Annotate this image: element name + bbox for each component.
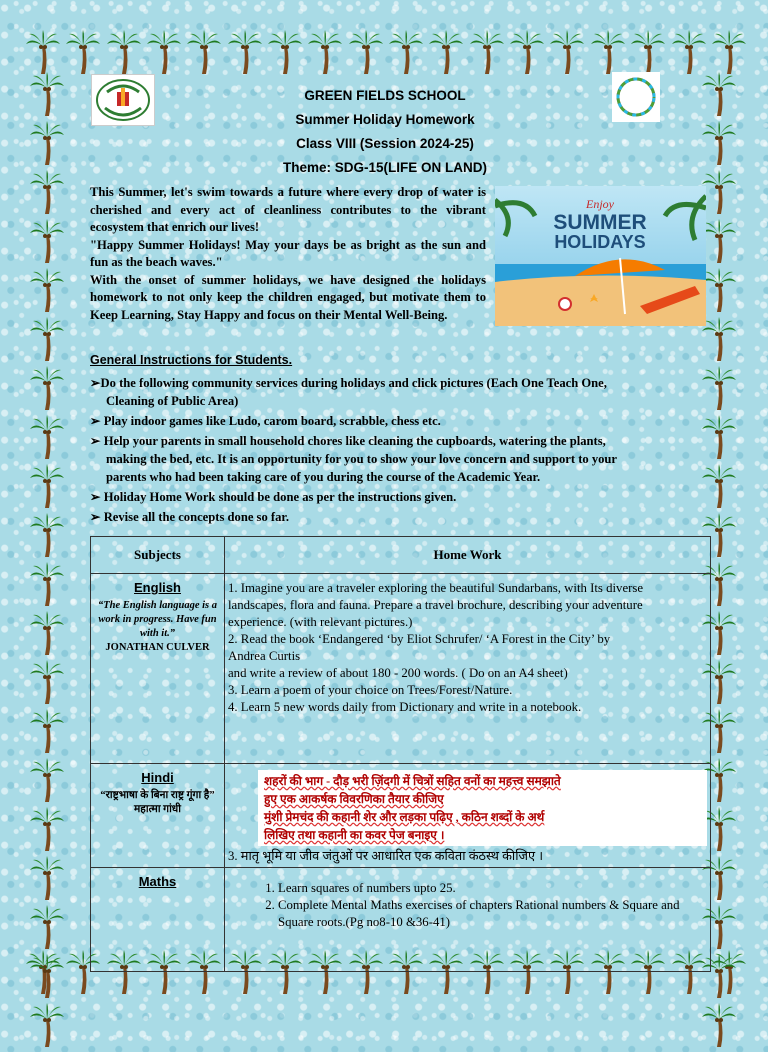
palm-tree-icon <box>702 268 736 317</box>
instruction-item: ➢ Holiday Home Work should be done as per the instructions given. <box>90 490 457 504</box>
homework-cell-maths <box>225 868 711 972</box>
palm-tree-icon <box>349 30 383 79</box>
palm-tree-icon <box>30 268 64 317</box>
homework-line: मुंशी प्रेमचंद की कहानी शेर और लड़का पढ़िए , कठिन शब्दों के अर्थ <box>264 810 545 824</box>
homework-cell-hindi <box>225 764 711 868</box>
palm-tree-icon <box>702 72 736 121</box>
palm-tree-icon <box>30 660 64 709</box>
palm-tree-icon <box>30 905 64 954</box>
subject-quote: “राष्ट्रभाषा के बिना राष्ट्र गूंगा है” <box>100 790 215 801</box>
sdg-logo <box>612 72 660 122</box>
table-row-maths <box>91 868 711 972</box>
homework-line: लिखिए तथा कहानी का कवर पेज बनाइए । <box>264 828 445 842</box>
homework-line: 3. Learn a poem of your choice on Trees/Forest/Nature. <box>228 683 513 697</box>
header-subjects: Subjects <box>91 537 225 574</box>
palm-tree-icon <box>30 562 64 611</box>
intro-paragraph-1: This Summer, let's swim towards a future where every drop of water is cherished and every act of cleanliness contributes to the vibrant ecosystem that enrich our lives! <box>90 185 486 234</box>
homework-line: Andrea Curtis <box>228 649 301 663</box>
instruction-item: ➢ Help your parents in small household chores like cleaning the cupboards, watering the plants, making the bed, etc. It is an opportunity for you to show your love concern and support to your parents who had been taking care of you during the course of the Academic Year. <box>90 434 618 484</box>
instruction-item: ➢ Revise all the concepts done so far. <box>90 510 289 524</box>
subject-cell-english <box>91 574 225 764</box>
palm-tree-icon <box>702 219 736 268</box>
homework-title: Summer Holiday Homework <box>295 112 475 127</box>
palm-tree-icon <box>30 72 64 121</box>
header-block <box>230 84 540 180</box>
palm-tree-icon <box>672 30 706 79</box>
intro-paragraph-3: With the onset of summer holidays, we have designed the holidays homework to not only keep the children engaged, but motivate them to Keep Learning, Stay Happy and focus on their Mental Well-Being. <box>90 272 486 322</box>
homework-line: शहरों की भाग - दौड़ भरी ज़िंदगी में चित्रों सहित वनों का महत्त्व समझाते <box>264 774 561 788</box>
palm-tree-icon <box>702 121 736 170</box>
homework-line: experience. (with relevant pictures.) <box>228 615 413 629</box>
intro-text <box>90 184 486 324</box>
header-homework: Home Work <box>225 537 711 574</box>
palm-tree-icon <box>510 30 544 79</box>
school-name: GREEN FIELDS SCHOOL <box>304 88 466 103</box>
palm-border-left <box>30 72 64 952</box>
banner-holidays: HOLIDAYS <box>554 232 646 252</box>
intro-paragraph-2: "Happy Summer Holidays! May your days be as bright as the sun and fun as the beach waves." <box>90 237 486 269</box>
table-row-english <box>91 574 711 764</box>
homework-line: and write a review of about 180 - 200 words. ( Do on an A4 sheet) <box>228 666 568 680</box>
palm-tree-icon <box>30 219 64 268</box>
palm-tree-icon <box>187 30 221 79</box>
hindi-task-box <box>258 770 707 846</box>
general-instructions-title: General Instructions for Students. <box>90 353 293 367</box>
homework-line: 4. Learn 5 new words daily from Dictionary and write in a notebook. <box>228 700 582 714</box>
palm-tree-icon <box>30 856 64 905</box>
class-session: Class VIII (Session 2024-25) <box>296 136 474 151</box>
palm-tree-icon <box>30 121 64 170</box>
palm-tree-icon <box>228 30 262 79</box>
palm-tree-icon <box>470 30 504 79</box>
maths-task-list <box>278 880 707 931</box>
general-instructions-list <box>90 374 700 528</box>
palm-tree-icon <box>30 1003 64 1052</box>
summer-holidays-banner <box>495 186 706 326</box>
palm-tree-icon <box>30 513 64 562</box>
theme: Theme: SDG-15(LIFE ON LAND) <box>282 160 487 175</box>
school-logo <box>91 74 155 126</box>
subject-name: Maths <box>138 874 177 889</box>
palm-tree-icon <box>702 464 736 513</box>
palm-tree-icon <box>147 30 181 79</box>
subject-name: Hindi <box>141 770 174 785</box>
palm-tree-icon <box>30 807 64 856</box>
palm-tree-icon <box>30 170 64 219</box>
palm-tree-icon <box>550 30 584 79</box>
palm-tree-icon <box>308 30 342 79</box>
banner-summer: SUMMER <box>553 211 647 234</box>
palm-tree-icon <box>702 415 736 464</box>
subject-name: English <box>134 580 181 595</box>
palm-tree-icon <box>30 464 64 513</box>
palm-tree-icon <box>30 366 64 415</box>
palm-tree-icon <box>30 954 64 1003</box>
quote-author: महात्मा गांधी <box>134 804 181 815</box>
instruction-item: ➢Do the following community services during holidays and click pictures (Each One Teach One, Cleaning of Public Area) <box>90 376 607 408</box>
palm-tree-icon <box>702 1003 736 1052</box>
palm-tree-icon <box>30 317 64 366</box>
homework-line: 3. मातृ भूमि या जीव जंतुओं पर आधारित एक कविता कंठस्थ कीजिए । <box>228 849 544 863</box>
subject-cell-maths <box>91 868 225 972</box>
list-item: 1. Learn squares of numbers upto 25. <box>278 880 707 897</box>
list-item: 2. Complete Mental Maths exercises of chapters Rational numbers & Square and Square roots.(Pg no8-10 &36-41) <box>278 897 707 931</box>
instruction-item: ➢ Play indoor games like Ludo, carom board, scrabble, chess etc. <box>90 414 441 428</box>
palm-tree-icon <box>30 415 64 464</box>
homework-line: 2. Read the book ‘Endangered ‘by Eliot Schrufer/ ‘A Forest in the City’ by <box>228 632 611 646</box>
palm-tree-icon <box>30 611 64 660</box>
homework-line: landscapes, flora and fauna. Prepare a travel brochure, describing your adventure <box>228 598 643 612</box>
palm-tree-icon <box>268 30 302 79</box>
palm-tree-icon <box>702 170 736 219</box>
homework-line: 1. Imagine you are a traveler exploring the beautiful Sundarbans, with Its diverse <box>228 581 644 595</box>
table-row-hindi <box>91 764 711 868</box>
subject-quote: “The English language is a work in progress. Have fun with it.” <box>97 600 218 639</box>
palm-tree-icon <box>702 366 736 415</box>
homework-line: हुए एक आकर्षक विवरणिका तैयार कीजिए <box>264 792 444 806</box>
subject-cell-hindi <box>91 764 225 868</box>
palm-tree-icon <box>66 30 100 79</box>
palm-tree-icon <box>429 30 463 79</box>
palm-tree-icon <box>702 317 736 366</box>
homework-table <box>90 536 711 972</box>
banner-enjoy: Enjoy <box>586 197 614 211</box>
quote-author: JONATHAN CULVER <box>105 642 210 653</box>
palm-tree-icon <box>107 30 141 79</box>
homework-cell-english <box>225 574 711 764</box>
table-header-row <box>91 537 711 574</box>
palm-tree-icon <box>30 709 64 758</box>
palm-tree-icon <box>30 758 64 807</box>
palm-tree-icon <box>389 30 423 79</box>
